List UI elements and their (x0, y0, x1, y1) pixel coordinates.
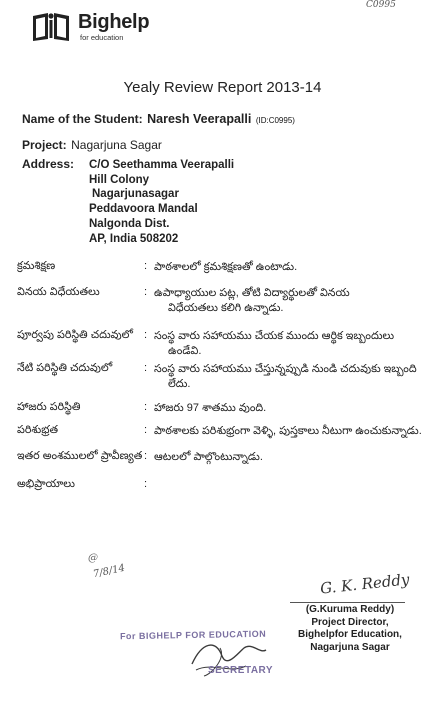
row-value (154, 401, 266, 416)
row-value (154, 260, 297, 275)
stamp-line: SECRETARY (208, 665, 274, 676)
row-value-line: సంస్థ వారు సహాయము చేయక ముందు ఆర్థిక ఇబ్బందులు (154, 330, 395, 342)
row-value (154, 450, 263, 465)
stamp-line: For BIGHELP FOR EDUCATION (119, 628, 267, 642)
row-label: అభిప్రాయాలు (17, 478, 75, 490)
address-line: Hill Colony (89, 173, 150, 186)
row-label: నేటి పరిస్థితి చదువులో (17, 362, 113, 374)
row-value-line: ఉపాధ్యాయుల పట్ల, తోటి విద్యార్థులతో వినయ (154, 287, 350, 299)
row-colon: : (144, 329, 148, 341)
row-value-line: సంస్థ వారు సహాయము చేస్తున్నప్పుడి నుండి చదువుకు ఇబ్బంది (154, 363, 417, 375)
project-label: Project: (22, 138, 67, 152)
row-colon: : (144, 424, 148, 436)
row-colon: : (144, 478, 148, 490)
row-colon: : (144, 286, 148, 298)
address-line: C/O Seethamma Veerapalli (89, 159, 235, 171)
signatory-title: Project Director, (311, 616, 389, 628)
brand-name: Bighelp (78, 11, 150, 33)
row-value-line: ఉండేవి. (168, 345, 202, 357)
row-label: వినయ విధేయతలు (17, 286, 100, 298)
row-value-line: హాజరు 97 శాతము వుంది. (154, 402, 267, 414)
row-value-line: లేదు. (168, 378, 191, 390)
report-title: Yealy Review Report 2013-14 (123, 79, 322, 96)
signatory-block (290, 604, 410, 654)
row-label: పరిశుభ్రత (17, 424, 59, 436)
address-line: Peddavoora Mandal (89, 203, 198, 216)
row-label: ఇతర అంశములలో ప్రావీణ్యత (17, 450, 143, 462)
address-line: AP, India 508202 (89, 232, 179, 245)
row-label: క్రమశిక్షణ (17, 260, 56, 272)
student-name: Naresh Veerapalli (147, 112, 252, 126)
project-line (22, 136, 162, 154)
logo (31, 10, 71, 44)
student-line (22, 110, 295, 128)
row-value-line: ఆటలలో పాల్గొంటున్నాడు. (154, 451, 263, 463)
corner-note: C0995 (366, 0, 396, 10)
project-value: Nagarjuna Sagar (71, 138, 162, 152)
signatory-org: Bighelpfor Education, (298, 629, 402, 640)
address-block (89, 158, 234, 246)
address-label: Address: (22, 157, 75, 171)
book-person-logo-icon (31, 10, 71, 44)
row-colon: : (144, 260, 148, 272)
row-value (154, 362, 417, 392)
student-label: Name of the Student: (22, 112, 143, 126)
address-line: Nagarjunasagar (92, 188, 179, 201)
student-id: (ID:C0995) (255, 116, 295, 125)
initials-mark: @ (88, 553, 98, 564)
row-value (154, 286, 350, 316)
row-value (154, 329, 394, 359)
row-value-line: పాఠశాలకు పరిశుభ్రంగా వెళ్ళి, పుస్తకాలు నీటుగా ఉంచుకున్నాడు. (154, 425, 422, 437)
row-label: హాజరు పరిస్థితి (17, 401, 81, 413)
handwritten-date: 7/8/14 (92, 562, 126, 581)
row-value-line: పాఠశాలలో క్రమశిక్షణతో ఉంటాడు. (154, 261, 298, 273)
signatory-location: Nagarjuna Sagar (310, 641, 390, 653)
row-value-line: విధేయతలు కలిగి ఉన్నాడు. (168, 302, 284, 314)
row-colon: : (144, 362, 148, 374)
row-colon: : (144, 401, 148, 413)
brand-tagline: for education (80, 33, 124, 42)
signatory-name: (G.Kuruma Reddy) (305, 604, 395, 615)
row-colon: : (144, 450, 148, 462)
row-label: పూర్వపు పరిస్థితి చదువులో (17, 329, 133, 341)
row-value (154, 424, 422, 439)
address-line: Nalgonda Dist. (89, 217, 170, 230)
director-signature: G. K. Reddy (319, 570, 411, 598)
